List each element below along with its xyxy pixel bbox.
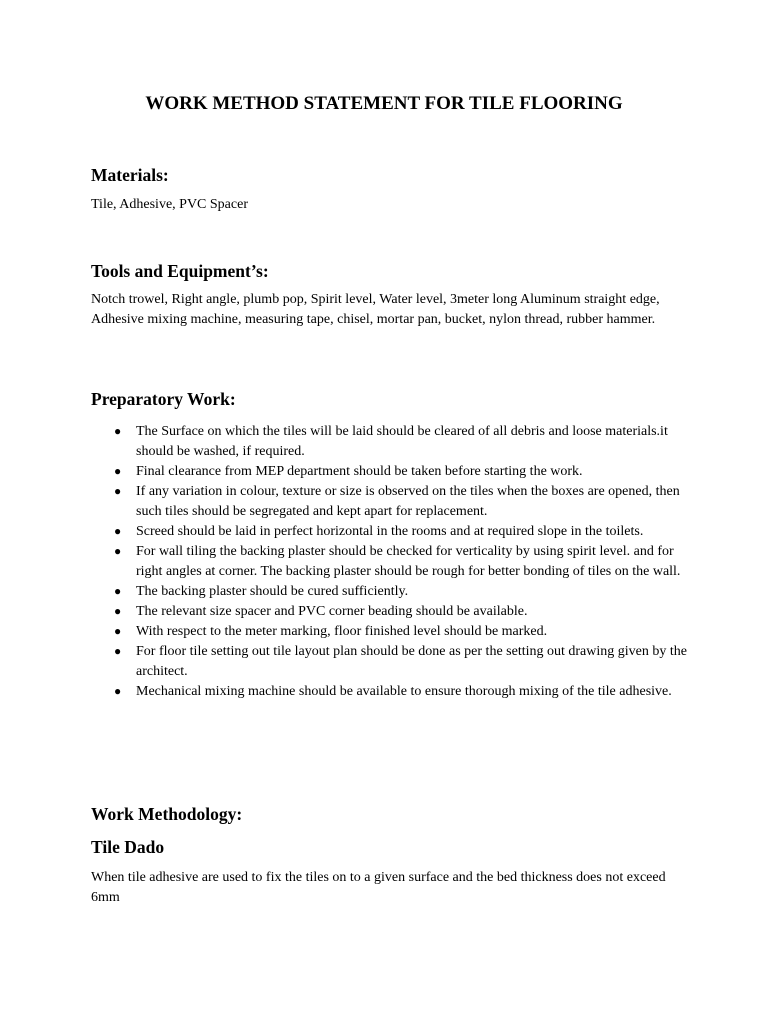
list-item-text: If any variation in colour, texture or size is observed on the tiles when the boxes are opened, then such tiles should be segregated and kept apart for replacement. xyxy=(136,483,680,519)
list-item-text: With respect to the meter marking, floor finished level should be marked. xyxy=(136,624,548,640)
preparatory-heading: Preparatory Work: xyxy=(91,389,236,409)
preparatory-list xyxy=(91,422,691,702)
list-item xyxy=(91,622,691,642)
document-title: WORK METHOD STATEMENT FOR TILE FLOORING xyxy=(145,93,623,114)
list-item-text: Mechanical mixing machine should be available to ensure thorough mixing of the tile adhesive. xyxy=(136,684,672,700)
materials-text: Tile, Adhesive, PVC Spacer xyxy=(91,197,248,212)
bullet-icon: ● xyxy=(114,644,122,659)
tools-heading: Tools and Equipment’s: xyxy=(91,261,269,281)
list-item xyxy=(91,602,691,622)
list-item-text: The relevant size spacer and PVC corner beading should be available. xyxy=(136,603,528,619)
list-item xyxy=(91,482,691,521)
bullet-icon: ● xyxy=(114,624,122,639)
list-item-text: For floor tile setting out tile layout plan should be done as per the setting out drawing given by the architect. xyxy=(136,644,687,679)
list-item xyxy=(91,522,691,542)
bullet-icon: ● xyxy=(114,583,122,598)
tile-dado-text: When tile adhesive are used to fix the tiles on to a given surface and the bed thickness does not exceed 6mm xyxy=(91,870,666,905)
bullet-icon: ● xyxy=(114,523,122,538)
list-item-text: For wall tiling the backing plaster should be checked for verticality by using spirit level. and for right angles at corner. The backing plaster should be rough for better bonding of tiles on the wall. xyxy=(136,543,681,579)
methodology-heading: Work Methodology: xyxy=(91,804,243,824)
bullet-icon: ● xyxy=(114,684,122,699)
list-item xyxy=(91,422,691,461)
list-item xyxy=(91,582,691,602)
list-item-text: The backing plaster should be cured sufficiently. xyxy=(136,583,409,599)
tile-dado-subheading: Tile Dado xyxy=(91,837,165,857)
list-item-text: Final clearance from MEP department should be taken before starting the work. xyxy=(136,463,583,479)
materials-heading: Materials: xyxy=(91,165,169,185)
list-item xyxy=(91,462,691,482)
bullet-icon: ● xyxy=(114,543,122,558)
list-item-text: Screed should be laid in perfect horizontal in the rooms and at required slope in the toilets. xyxy=(136,523,644,539)
list-item xyxy=(91,642,691,681)
bullet-icon: ● xyxy=(114,483,122,498)
bullet-icon: ● xyxy=(114,603,122,618)
list-item-text: The Surface on which the tiles will be laid should be cleared of all debris and loose materials.it should be washed, if required. xyxy=(136,424,668,459)
bullet-icon: ● xyxy=(114,463,122,478)
list-item xyxy=(91,542,691,581)
list-item xyxy=(91,682,691,702)
bullet-icon: ● xyxy=(114,424,122,438)
tools-text: Notch trowel, Right angle, plumb pop, Spirit level, Water level, 3meter long Aluminum straight edge, Adhesive mixing machine, measuring tape, chisel, mortar pan, bucket, nylon thread, rubber hammer. xyxy=(91,292,660,327)
